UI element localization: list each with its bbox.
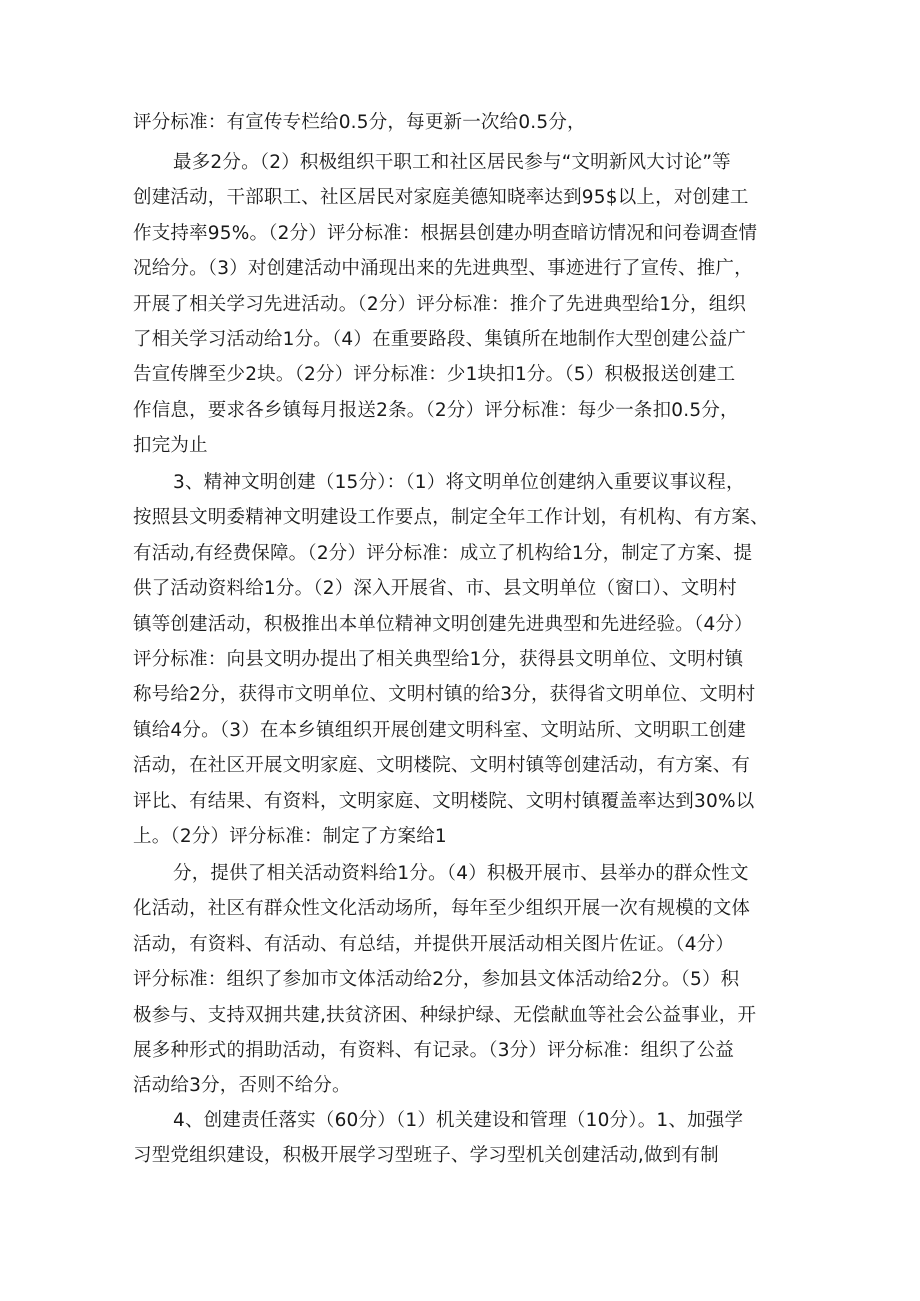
text-line: 开展了相关学习先进活动。（2分）评分标准：推介了先进典型给1分，组织 <box>133 293 747 315</box>
text-line: 扣完为止 <box>133 435 208 457</box>
text-line: 4、创建责任落实（60分）（1）机关建设和管理（10分）。1、加强学 <box>173 1110 744 1131</box>
text-line: 活动，在社区开展文明家庭、文明楼院、文明村镇等创建活动，有方案、有 <box>133 755 751 777</box>
text-line: 3、精神文明创建（15分）：（1）将文明单位创建纳入重要议事议程， <box>173 472 745 493</box>
text-line: 评分标准：有宣传专栏给0.5分，每更新一次给0.5分， <box>133 112 586 133</box>
paragraph-responsibility <box>133 1103 793 1174</box>
text-line: 评比、有结果、有资料，文明家庭、文明楼院、文明村镇覆盖率达到30%以 <box>133 790 755 812</box>
text-line: 化活动，社区有群众性文化活动场所，每年至少组织开展一次有规模的文体 <box>133 898 751 920</box>
paragraph-scoring-criteria <box>133 105 793 140</box>
text-line: 极参与、支持双拥共建,扶贫济困、种绿护绿、无偿献血等社会公益事业，开 <box>133 1004 757 1026</box>
paragraph-spiritual-civilization <box>133 465 793 854</box>
paragraph-activity-participation <box>133 145 793 464</box>
text-line: 评分标准：向县文明办提出了相关典型给1分，获得县文明单位、文明村镇 <box>133 648 744 670</box>
text-line: 展多种形式的捐助活动，有资料、有记录。（3分）评分标准：组织了公益 <box>133 1039 735 1061</box>
text-line: 了相关学习活动给1分。（4）在重要路段、集镇所在地制作大型创建公益广 <box>133 328 747 350</box>
text-line: 作信息，要求各乡镇每月报送2条。（2分）评分标准：每少一条扣0.5分， <box>133 399 739 421</box>
text-line: 称号给2分，获得市文明单位、文明村镇的给3分，获得省文明单位、文明村 <box>133 684 756 706</box>
text-line: 活动，有资料、有活动、有总结，并提供开展活动相关图片佐证。（4分） <box>133 933 735 955</box>
text-line: 创建活动，干部职工、社区居民对家庭美德知晓率达到95$以上，对创建工 <box>133 187 749 209</box>
text-line: 最多2分。（2）积极组织干职工和社区居民参与“文明新风大讨论”等 <box>173 152 731 173</box>
text-line: 供了活动资料给1分。（2）深入开展省、市、县文明单位（窗口）、文明村 <box>133 578 737 600</box>
text-line: 按照县文明委精神文明建设工作要点，制定全年工作计划，有机构、有方案、 <box>133 507 769 529</box>
text-line: 活动给3分，否则不给分。 <box>133 1075 351 1097</box>
text-line: 分，提供了相关活动资料给1分。（4）积极开展市、县举办的群众性文 <box>173 863 749 884</box>
text-line: 评分标准：组织了参加市文体活动给2分，参加县文体活动给2分。（5）积 <box>133 969 740 991</box>
text-line: 习型党组织建设，积极开展学习型班子、学习型机关创建活动,做到有制 <box>133 1145 719 1167</box>
text-line: 镇给4分。（3）在本乡镇组织开展创建文明科室、文明站所、文明职工创建 <box>133 719 747 741</box>
paragraph-cultural-activities <box>133 856 793 1104</box>
text-line: 告宣传牌至少2块。（2分）评分标准：少1块扣1分。（5）积极报送创建工 <box>133 364 736 386</box>
text-line: 况给分。（3）对创建活动中涌现出来的先进典型、事迹进行了宣传、推广， <box>133 258 753 280</box>
text-line: 作支持率95%。（2分）评分标准：根据县创建办明查暗访情况和问卷调查情 <box>133 222 758 244</box>
text-line: 上。（2分）评分标准：制定了方案给1 <box>133 825 447 847</box>
text-line: 有活动,有经费保障。（2分）评分标准：成立了机构给1分，制定了方案、提 <box>133 542 753 564</box>
text-line: 镇等创建活动，积极推出本单位精神文明创建先进典型和先进经验。（4分） <box>133 613 753 635</box>
